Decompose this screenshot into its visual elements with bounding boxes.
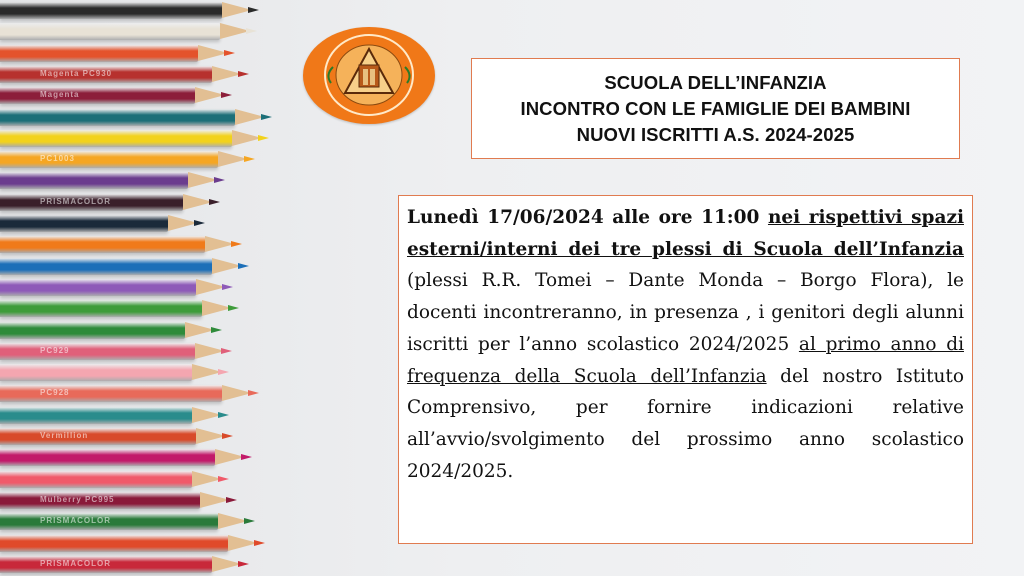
pencil bbox=[0, 449, 215, 466]
pencil-lead-tip bbox=[258, 135, 269, 141]
pencil-lead-tip bbox=[248, 390, 259, 396]
title-line-3: NUOVI ISCRITTI A.S. 2024-2025 bbox=[576, 123, 855, 145]
pencil-lead-tip bbox=[221, 348, 232, 354]
first-year-text: al primo anno di frequenza della Scuola dell’Infanzia bbox=[407, 333, 964, 387]
pencil-label: PRISMACOLOR bbox=[40, 516, 111, 526]
pencil-lead-tip bbox=[222, 433, 233, 439]
pencil-label: PRISMACOLOR bbox=[40, 196, 111, 206]
pencil bbox=[0, 236, 205, 253]
pencil-lead-tip bbox=[238, 71, 249, 77]
date-time-text: Lunedì 17/06/2024 alle ore 11:00 bbox=[407, 207, 768, 228]
pencil bbox=[0, 300, 202, 317]
pencil-lead-tip bbox=[214, 177, 225, 183]
pencil bbox=[0, 87, 195, 104]
pencil-lead-tip bbox=[194, 220, 205, 226]
pencil bbox=[0, 172, 188, 189]
pencil-lead-tip bbox=[231, 241, 242, 247]
pencil bbox=[0, 2, 222, 19]
pencil-lead-tip bbox=[261, 114, 272, 120]
pencil-lead-tip bbox=[238, 561, 249, 567]
title-line-1: SCUOLA DELL’INFANZIA bbox=[604, 71, 827, 93]
pencil-lead-tip bbox=[209, 199, 220, 205]
closing-text: del nostro Istituto Comprensivo, per fornire indicazioni relative all’avvio/svolgimento del prossimo anno scolastico 2024/2025. bbox=[407, 365, 964, 482]
pencil bbox=[0, 23, 220, 40]
pencil bbox=[0, 556, 212, 573]
pencil-label: PC929 bbox=[40, 345, 70, 355]
pencil-lead-tip bbox=[218, 476, 229, 482]
title-line-2: INCONTRO CON LE FAMIGLIE DEI BAMBINI bbox=[520, 97, 911, 119]
pencil-label: PC928 bbox=[40, 388, 70, 398]
pencil-lead-tip bbox=[244, 156, 255, 162]
colored-pencils-image bbox=[0, 0, 300, 576]
pencil-lead-tip bbox=[211, 327, 222, 333]
pencil bbox=[0, 322, 185, 339]
plessi-text: (plessi R.R. Tomei – Dante Monda – Borgo Flora), le docenti incontreranno, in presenza , i genitori degli alunni iscritti per l’anno scolastico 2024/2025 bbox=[407, 270, 964, 355]
pencil-lead-tip bbox=[221, 92, 232, 98]
pencil-label: Magenta bbox=[40, 90, 80, 100]
pencil bbox=[0, 194, 183, 211]
pencil-label: PRISMACOLOR bbox=[40, 558, 111, 568]
pencil-lead-tip bbox=[228, 305, 239, 311]
location-text: nei rispettivi spazi esterni/interni dei tre plessi di Scuola dell’Infanzia bbox=[407, 207, 964, 260]
pencil-label: PC1003 bbox=[40, 154, 75, 164]
pencil bbox=[0, 45, 198, 62]
pencil bbox=[0, 151, 218, 168]
pencil-lead-tip bbox=[254, 540, 265, 546]
pencil bbox=[0, 407, 192, 424]
pencil-lead-tip bbox=[226, 497, 237, 503]
pencil-label: Mulberry PC995 bbox=[40, 494, 115, 504]
pencil bbox=[0, 130, 232, 147]
pencil bbox=[0, 513, 218, 530]
pencil bbox=[0, 279, 196, 296]
pencil bbox=[0, 492, 200, 509]
pencil-lead-tip bbox=[244, 518, 255, 524]
pencil bbox=[0, 364, 192, 381]
pencil-label: Magenta PC930 bbox=[40, 68, 113, 78]
pencil bbox=[0, 428, 196, 445]
pencil-lead-tip bbox=[246, 28, 257, 34]
pencil-lead-tip bbox=[241, 454, 252, 460]
pencil bbox=[0, 66, 212, 83]
pencil-lead-tip bbox=[238, 263, 249, 269]
title-box bbox=[471, 58, 960, 159]
pencil-lead-tip bbox=[248, 7, 259, 13]
pencil bbox=[0, 385, 222, 402]
pencil-lead-tip bbox=[224, 50, 235, 56]
pencil-lead-tip bbox=[218, 412, 229, 418]
pencil-lead-tip bbox=[218, 369, 229, 375]
school-logo bbox=[303, 27, 435, 124]
pencil bbox=[0, 343, 195, 360]
pencil bbox=[0, 471, 192, 488]
pencil bbox=[0, 258, 212, 275]
pencil bbox=[0, 215, 168, 232]
pencil bbox=[0, 535, 228, 552]
announcement-box bbox=[398, 195, 973, 544]
pencil bbox=[0, 109, 235, 126]
pencil-label: Vermillion bbox=[40, 431, 89, 440]
pencil-lead-tip bbox=[222, 284, 233, 290]
announcement-text bbox=[407, 202, 964, 487]
